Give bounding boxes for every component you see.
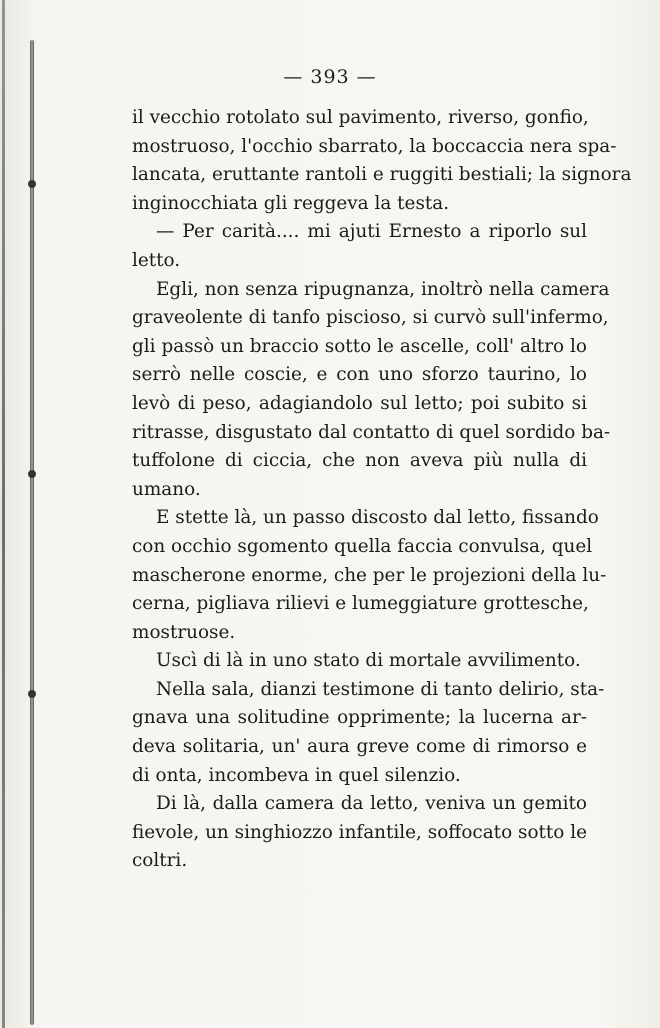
paragraph (132, 790, 587, 876)
text-line: gnava una solitudine opprimente; la lucerna ar- (132, 707, 587, 729)
paragraph (132, 647, 587, 676)
text-line: umano. (132, 478, 201, 500)
text-line: con occhio sgomento quella faccia convulsa, quel (132, 535, 593, 557)
page-edge (2, 0, 5, 1028)
text-line: Egli, non senza ripugnanza, inoltrò nella camera (156, 278, 610, 300)
text-line: lancata, eruttante rantoli e ruggiti bestiali; la signora (132, 164, 632, 186)
binding-knot (28, 180, 36, 188)
body-text (132, 104, 632, 876)
text-line: serrò nelle coscie, e con uno sforzo taurino, lo (132, 364, 587, 386)
text-line: graveolente di tanfo piscioso, si curvò sull'infermo, (132, 307, 609, 329)
text-line: cerna, pigliava rilievi e lumeggiature grottesche, (132, 593, 589, 615)
text-line: tuffolone di ciccia, che non aveva più nulla di (132, 450, 587, 472)
text-line: di onta, incombeva in quel silenzio. (132, 764, 461, 786)
text-line: Di là, dalla camera da letto, veniva un gemito (156, 793, 587, 815)
binding-knot (28, 470, 36, 478)
paragraph (132, 104, 632, 218)
text-line: deva solitaria, un' aura greve come di rimorso e (132, 736, 587, 758)
paragraph (132, 676, 605, 790)
text-line: mascherone enorme, che per le projezioni della lu- (132, 564, 607, 586)
text-line: levò di peso, adagiandolo sul letto; poi subito si (132, 392, 587, 414)
text-line: E stette là, un passo discosto dal letto, fissando (156, 507, 599, 529)
text-line: gli passò un braccio sotto le ascelle, coll' altro lo (132, 335, 587, 357)
text-line: il vecchio rotolato sul pavimento, riverso, gonfio, (132, 107, 589, 128)
binding-knot (28, 690, 36, 698)
text-line: ritrasse, disgustato dal contatto di quel sordido ba- (132, 421, 611, 443)
paragraph (132, 504, 607, 647)
text-line: fievole, un singhiozzo infantile, soffocato sotto le (132, 821, 587, 843)
text-line: — Per carità.... mi ajuti Ernesto a riporlo sul (156, 221, 587, 243)
text-line: mostruoso, l'occhio sbarrato, la boccaccia nera spa- (132, 135, 617, 157)
text-line: Uscì di là in uno stato di mortale avvilimento. (156, 650, 581, 672)
text-line: inginocchiata gli reggeva la testa. (132, 192, 450, 214)
book-binding (0, 0, 40, 1028)
text-line: letto. (132, 249, 181, 271)
text-line: coltri. (132, 850, 188, 872)
text-line: Nella sala, dianzi testimone di tanto delirio, sta- (156, 678, 605, 700)
text-line: mostruose. (132, 621, 236, 643)
paragraph (132, 218, 587, 275)
paragraph (132, 276, 611, 505)
page-number: — 393 — (283, 66, 377, 88)
